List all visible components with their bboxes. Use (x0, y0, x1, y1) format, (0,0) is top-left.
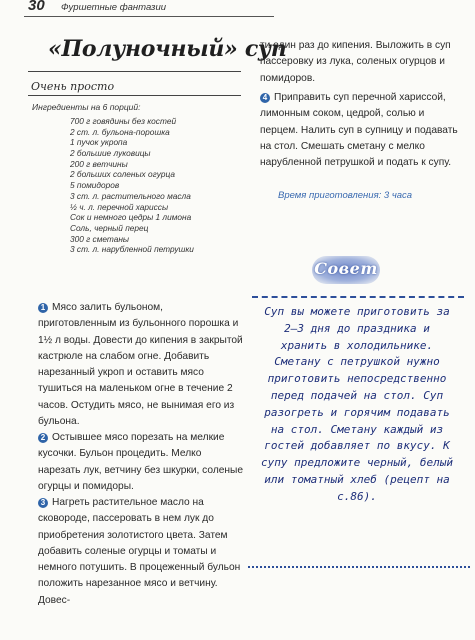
ingredients-list (70, 116, 240, 255)
ingredient-item: 1 пучок укропа (70, 137, 128, 148)
ingredients-heading: Ингредиенты на 6 порций: (32, 102, 141, 112)
recipe-title: «Полуночный» суп (48, 36, 287, 62)
step-text: Остывшее мясо порезать на мелкие кусочки. Бульон процедить. Мелко нарезать лук, ветчину без шкурки, соленые огурцы и помидоры. (38, 432, 244, 492)
step-text: ти один раз до кипения. Выложить в суп пассеровку из лука, соленых огурцов и помидоров. (260, 40, 451, 84)
cooking-time: Время приготовления: 3 часа (278, 190, 413, 201)
page-header (24, 0, 324, 18)
advice-label: Совет (314, 259, 378, 278)
title-rule (28, 71, 241, 72)
ingredient-item: 2 большие луковицы (70, 148, 151, 159)
advice-text: Суп вы можете приготовить за 2–3 дня до праздника и хранить в холодильнике. Сметану с петрушкой нужно приготовить непосредственно перед подачей на стол. Суп разогреть и горячим подавать на стол. Сметану каждый из гостей добавляет по вкусу. К супу предложите черный, белый или томатный хлеб (рецепт на с.86). (260, 305, 454, 503)
step-number-badge: 4 (260, 93, 270, 103)
difficulty-label: Очень просто (31, 80, 115, 93)
advice-banner (312, 256, 380, 284)
ingredient-item: ½ ч. л. перечной хариссы (70, 201, 169, 212)
step-text: Нагреть растительное масло на сковороде, пассеровать в нем лук до приобретения золотистого цвета. Затем добавить соленые огурцы и томаты и немного потушить. В процеженный бульон положить нарезанное мясо и ветчину. Довес- (38, 497, 241, 606)
advice-bottom-border (248, 566, 470, 568)
ingredient-item: 3 ст. л. нарубленной петрушки (70, 244, 194, 255)
page-number: 30 (28, 0, 45, 14)
step-3-continued (260, 38, 460, 87)
step-3 (38, 495, 244, 609)
header-divider (24, 16, 274, 17)
book-title: Фуршетные фантазии (61, 2, 167, 13)
ingredient-item: Сок и немного цедры 1 лимона (70, 212, 192, 223)
ingredient-item: 200 г ветчины (70, 158, 128, 169)
step-4 (260, 90, 460, 171)
subtitle-rule (28, 95, 241, 96)
step-text: Приправить суп перечной хариссой, лимонным соком, цедрой, солью и перцем. Налить суп в супницу и подавать на стол. Смешать сметану с мелко нарубленной петрушкой и подать к супу. (260, 92, 458, 169)
step-number-badge: 1 (38, 303, 48, 313)
ingredient-item: 2 ст. л. бульона-порошка (70, 126, 170, 137)
ingredient-item: 300 г сметаны (70, 233, 130, 244)
ingredient-item: Соль, черный перец (70, 222, 149, 233)
step-2 (38, 430, 244, 495)
step-1 (38, 300, 244, 430)
ingredient-item: 700 г говядины без костей (70, 116, 177, 126)
ingredient-item: 3 ст. л. растительного масла (70, 190, 191, 201)
step-number-badge: 3 (38, 498, 48, 508)
ingredient-item: 2 больших соленых огурца (70, 169, 175, 180)
step-text: Мясо залить бульоном, приготовленным из бульонного порошка и 1½ л воды. Довести до кипения в закрытой кастрюле на слабом огне. Добавить нарезанный укроп и оставить мясо тушиться на маленьком огне в течение 2 часов. Остудить мясо, не вынимая его из бульона. (38, 302, 243, 428)
ingredient-item: 5 помидоров (70, 180, 120, 191)
step-number-badge: 2 (38, 433, 48, 443)
